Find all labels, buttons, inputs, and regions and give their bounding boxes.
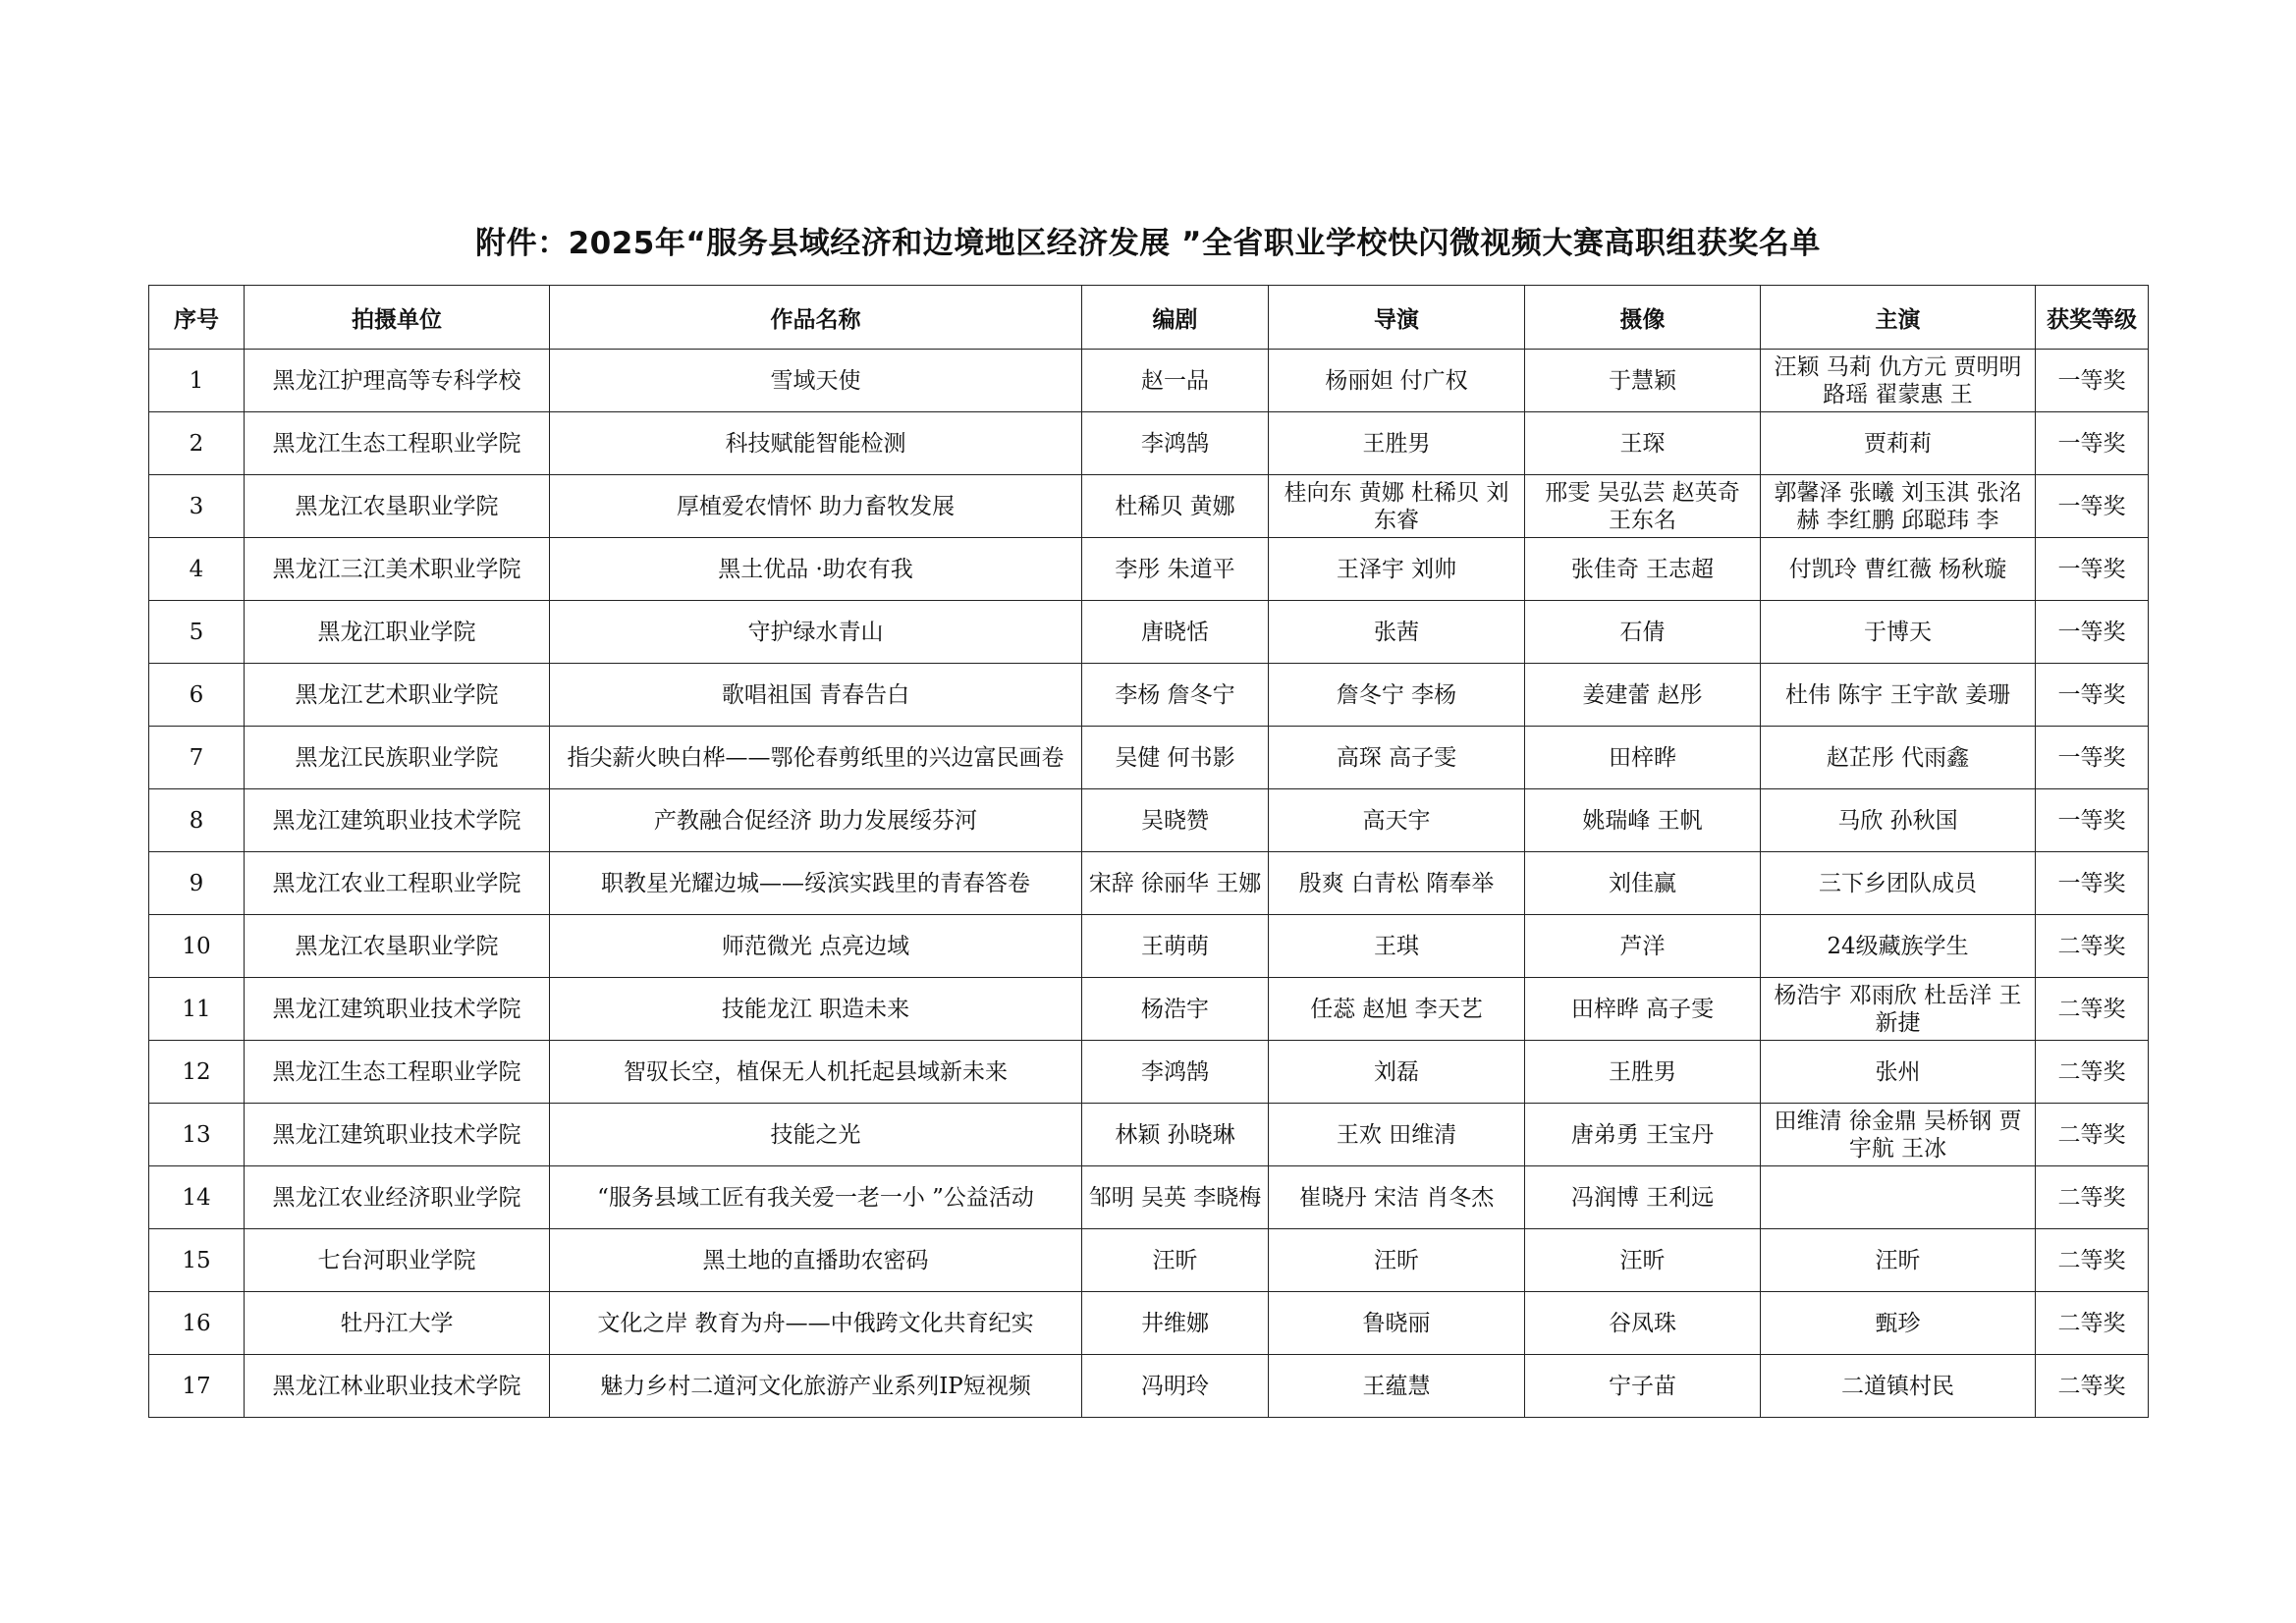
table-row (149, 1355, 2149, 1418)
cell-award: 一等奖 (2036, 538, 2149, 601)
cell-cast: 马欣 孙秋国 (1761, 789, 2036, 852)
cell-cast: 贾莉莉 (1761, 412, 2036, 475)
cell-cast: 杨浩宇 邓雨欣 杜岳洋 王新捷 (1761, 978, 2036, 1041)
header-cast: 主演 (1761, 286, 2036, 350)
cell-cast: 杜伟 陈宇 王宇歆 姜珊 (1761, 664, 2036, 727)
cell-director: 高天宇 (1269, 789, 1525, 852)
cell-camera: 姜建蕾 赵彤 (1525, 664, 1761, 727)
cell-work: 产教融合促经济 助力发展绥芬河 (550, 789, 1082, 852)
cell-seq: 4 (149, 538, 245, 601)
cell-work: 技能龙江 职造未来 (550, 978, 1082, 1041)
cell-award: 一等奖 (2036, 727, 2149, 789)
cell-unit: 黑龙江艺术职业学院 (245, 664, 550, 727)
cell-work: 歌唱祖国 青春告白 (550, 664, 1082, 727)
cell-seq: 1 (149, 350, 245, 412)
cell-work: 黑土地的直播助农密码 (550, 1229, 1082, 1292)
cell-award: 一等奖 (2036, 601, 2149, 664)
cell-seq: 11 (149, 978, 245, 1041)
cell-work: 师范微光 点亮边域 (550, 915, 1082, 978)
cell-writer: 井维娜 (1082, 1292, 1269, 1355)
cell-director: 桂向东 黄娜 杜稀贝 刘东睿 (1269, 475, 1525, 538)
table-row (149, 601, 2149, 664)
cell-cast: 付凯玲 曹红薇 杨秋璇 (1761, 538, 2036, 601)
cell-cast: 田维清 徐金鼎 吴桥钢 贾宇航 王冰 (1761, 1104, 2036, 1166)
award-table (148, 285, 2149, 1418)
header-camera: 摄像 (1525, 286, 1761, 350)
cell-director: 王琪 (1269, 915, 1525, 978)
cell-director: 鲁晓丽 (1269, 1292, 1525, 1355)
cell-camera: 王胜男 (1525, 1041, 1761, 1104)
cell-director: 王胜男 (1269, 412, 1525, 475)
table-row (149, 1292, 2149, 1355)
table-row (149, 915, 2149, 978)
cell-cast: 赵芷彤 代雨鑫 (1761, 727, 2036, 789)
cell-cast: 郭馨泽 张曦 刘玉淇 张洺赫 李红鹏 邱聪玮 李 (1761, 475, 2036, 538)
cell-seq: 8 (149, 789, 245, 852)
cell-seq: 5 (149, 601, 245, 664)
cell-cast: 甄珍 (1761, 1292, 2036, 1355)
cell-director: 王欢 田维清 (1269, 1104, 1525, 1166)
cell-writer: 李鸿鹄 (1082, 1041, 1269, 1104)
cell-cast: 24级藏族学生 (1761, 915, 2036, 978)
cell-camera: 谷凤珠 (1525, 1292, 1761, 1355)
cell-cast (1761, 1166, 2036, 1229)
cell-work: 厚植爱农情怀 助力畜牧发展 (550, 475, 1082, 538)
cell-award: 一等奖 (2036, 852, 2149, 915)
header-unit: 拍摄单位 (245, 286, 550, 350)
page-title: 附件：2025年“服务县域经济和边境地区经济发展 ”全省职业学校快闪微视频大赛高职组获奖名单 (475, 226, 1821, 261)
cell-work: 魅力乡村二道河文化旅游产业系列IP短视频 (550, 1355, 1082, 1418)
cell-unit: 黑龙江生态工程职业学院 (245, 412, 550, 475)
cell-work: 科技赋能智能检测 (550, 412, 1082, 475)
cell-unit: 黑龙江生态工程职业学院 (245, 1041, 550, 1104)
cell-work: 黑土优品 ·助农有我 (550, 538, 1082, 601)
table-row (149, 664, 2149, 727)
cell-award: 一等奖 (2036, 664, 2149, 727)
cell-unit: 七台河职业学院 (245, 1229, 550, 1292)
table-row (149, 350, 2149, 412)
cell-work: 技能之光 (550, 1104, 1082, 1166)
cell-camera: 邢雯 吴弘芸 赵英奇 王东名 (1525, 475, 1761, 538)
cell-unit: 黑龙江职业学院 (245, 601, 550, 664)
cell-writer: 李彤 朱道平 (1082, 538, 1269, 601)
cell-award: 二等奖 (2036, 915, 2149, 978)
header-director: 导演 (1269, 286, 1525, 350)
header-award: 获奖等级 (2036, 286, 2149, 350)
cell-seq: 10 (149, 915, 245, 978)
table-header-row (149, 286, 2149, 350)
cell-award: 一等奖 (2036, 412, 2149, 475)
cell-writer: 宋辞 徐丽华 王娜 (1082, 852, 1269, 915)
cell-unit: 黑龙江三江美术职业学院 (245, 538, 550, 601)
cell-writer: 吴晓赞 (1082, 789, 1269, 852)
cell-award: 二等奖 (2036, 1355, 2149, 1418)
cell-award: 二等奖 (2036, 1041, 2149, 1104)
cell-director: 王蕴慧 (1269, 1355, 1525, 1418)
cell-work: 守护绿水青山 (550, 601, 1082, 664)
table-row (149, 475, 2149, 538)
cell-work: 职教星光耀边城——绥滨实践里的青春答卷 (550, 852, 1082, 915)
cell-writer: 王萌萌 (1082, 915, 1269, 978)
cell-writer: 冯明玲 (1082, 1355, 1269, 1418)
cell-writer: 李杨 詹冬宁 (1082, 664, 1269, 727)
cell-director: 殷爽 白青松 隋奉举 (1269, 852, 1525, 915)
cell-cast: 三下乡团队成员 (1761, 852, 2036, 915)
cell-unit: 黑龙江建筑职业技术学院 (245, 789, 550, 852)
cell-director: 任蕊 赵旭 李天艺 (1269, 978, 1525, 1041)
cell-seq: 15 (149, 1229, 245, 1292)
cell-unit: 黑龙江农垦职业学院 (245, 915, 550, 978)
cell-work: “服务县域工匠有我关爱一老一小 ”公益活动 (550, 1166, 1082, 1229)
cell-cast: 汪颖 马莉 仇方元 贾明明 路瑶 翟蒙惠 王 (1761, 350, 2036, 412)
cell-camera: 田梓晔 高子雯 (1525, 978, 1761, 1041)
cell-director: 崔晓丹 宋洁 肖冬杰 (1269, 1166, 1525, 1229)
cell-work: 文化之岸 教育为舟——中俄跨文化共育纪实 (550, 1292, 1082, 1355)
table-row (149, 789, 2149, 852)
cell-seq: 14 (149, 1166, 245, 1229)
cell-award: 一等奖 (2036, 789, 2149, 852)
table-row (149, 1104, 2149, 1166)
cell-work: 雪域天使 (550, 350, 1082, 412)
header-writer: 编剧 (1082, 286, 1269, 350)
cell-camera: 芦洋 (1525, 915, 1761, 978)
table-body (149, 350, 2149, 1418)
cell-camera: 王琛 (1525, 412, 1761, 475)
cell-award: 二等奖 (2036, 978, 2149, 1041)
table-row (149, 727, 2149, 789)
cell-writer: 李鸿鹄 (1082, 412, 1269, 475)
cell-seq: 9 (149, 852, 245, 915)
table-row (149, 538, 2149, 601)
cell-award: 二等奖 (2036, 1104, 2149, 1166)
cell-seq: 2 (149, 412, 245, 475)
cell-camera: 田梓晔 (1525, 727, 1761, 789)
cell-director: 詹冬宁 李杨 (1269, 664, 1525, 727)
cell-director: 张茜 (1269, 601, 1525, 664)
cell-unit: 黑龙江护理高等专科学校 (245, 350, 550, 412)
cell-cast: 于博天 (1761, 601, 2036, 664)
cell-seq: 12 (149, 1041, 245, 1104)
cell-camera: 于慧颖 (1525, 350, 1761, 412)
cell-cast: 二道镇村民 (1761, 1355, 2036, 1418)
cell-cast: 汪昕 (1761, 1229, 2036, 1292)
cell-writer: 邹明 吴英 李晓梅 (1082, 1166, 1269, 1229)
table-row (149, 852, 2149, 915)
cell-camera: 刘佳赢 (1525, 852, 1761, 915)
cell-writer: 赵一品 (1082, 350, 1269, 412)
cell-director: 王泽宇 刘帅 (1269, 538, 1525, 601)
cell-director: 刘磊 (1269, 1041, 1525, 1104)
cell-award: 二等奖 (2036, 1166, 2149, 1229)
cell-seq: 17 (149, 1355, 245, 1418)
cell-writer: 杨浩宇 (1082, 978, 1269, 1041)
cell-writer: 汪昕 (1082, 1229, 1269, 1292)
header-seq: 序号 (149, 286, 245, 350)
cell-seq: 3 (149, 475, 245, 538)
cell-camera: 冯润博 王利远 (1525, 1166, 1761, 1229)
cell-director: 汪昕 (1269, 1229, 1525, 1292)
cell-unit: 黑龙江建筑职业技术学院 (245, 1104, 550, 1166)
cell-work: 指尖薪火映白桦——鄂伦春剪纸里的兴边富民画卷 (550, 727, 1082, 789)
cell-seq: 6 (149, 664, 245, 727)
cell-seq: 7 (149, 727, 245, 789)
cell-award: 二等奖 (2036, 1292, 2149, 1355)
cell-camera: 宁子苗 (1525, 1355, 1761, 1418)
cell-director: 杨丽妲 付广权 (1269, 350, 1525, 412)
cell-writer: 吴健 何书影 (1082, 727, 1269, 789)
cell-camera: 张佳奇 王志超 (1525, 538, 1761, 601)
cell-work: 智驭长空，植保无人机托起县域新未来 (550, 1041, 1082, 1104)
cell-unit: 黑龙江民族职业学院 (245, 727, 550, 789)
cell-unit: 黑龙江建筑职业技术学院 (245, 978, 550, 1041)
cell-unit: 黑龙江农业工程职业学院 (245, 852, 550, 915)
cell-cast: 张州 (1761, 1041, 2036, 1104)
cell-camera: 姚瑞峰 王帆 (1525, 789, 1761, 852)
cell-camera: 汪昕 (1525, 1229, 1761, 1292)
table-row (149, 1041, 2149, 1104)
cell-director: 高琛 高子雯 (1269, 727, 1525, 789)
table-row (149, 1166, 2149, 1229)
cell-camera: 石倩 (1525, 601, 1761, 664)
cell-writer: 林颖 孙晓琳 (1082, 1104, 1269, 1166)
cell-writer: 唐晓恬 (1082, 601, 1269, 664)
cell-unit: 牡丹江大学 (245, 1292, 550, 1355)
cell-camera: 唐弟勇 王宝丹 (1525, 1104, 1761, 1166)
cell-award: 一等奖 (2036, 475, 2149, 538)
cell-unit: 黑龙江林业职业技术学院 (245, 1355, 550, 1418)
table-row (149, 412, 2149, 475)
cell-seq: 13 (149, 1104, 245, 1166)
cell-award: 一等奖 (2036, 350, 2149, 412)
cell-award: 二等奖 (2036, 1229, 2149, 1292)
cell-unit: 黑龙江农业经济职业学院 (245, 1166, 550, 1229)
cell-writer: 杜稀贝 黄娜 (1082, 475, 1269, 538)
cell-unit: 黑龙江农垦职业学院 (245, 475, 550, 538)
header-work: 作品名称 (550, 286, 1082, 350)
table-row (149, 1229, 2149, 1292)
table-row (149, 978, 2149, 1041)
cell-seq: 16 (149, 1292, 245, 1355)
